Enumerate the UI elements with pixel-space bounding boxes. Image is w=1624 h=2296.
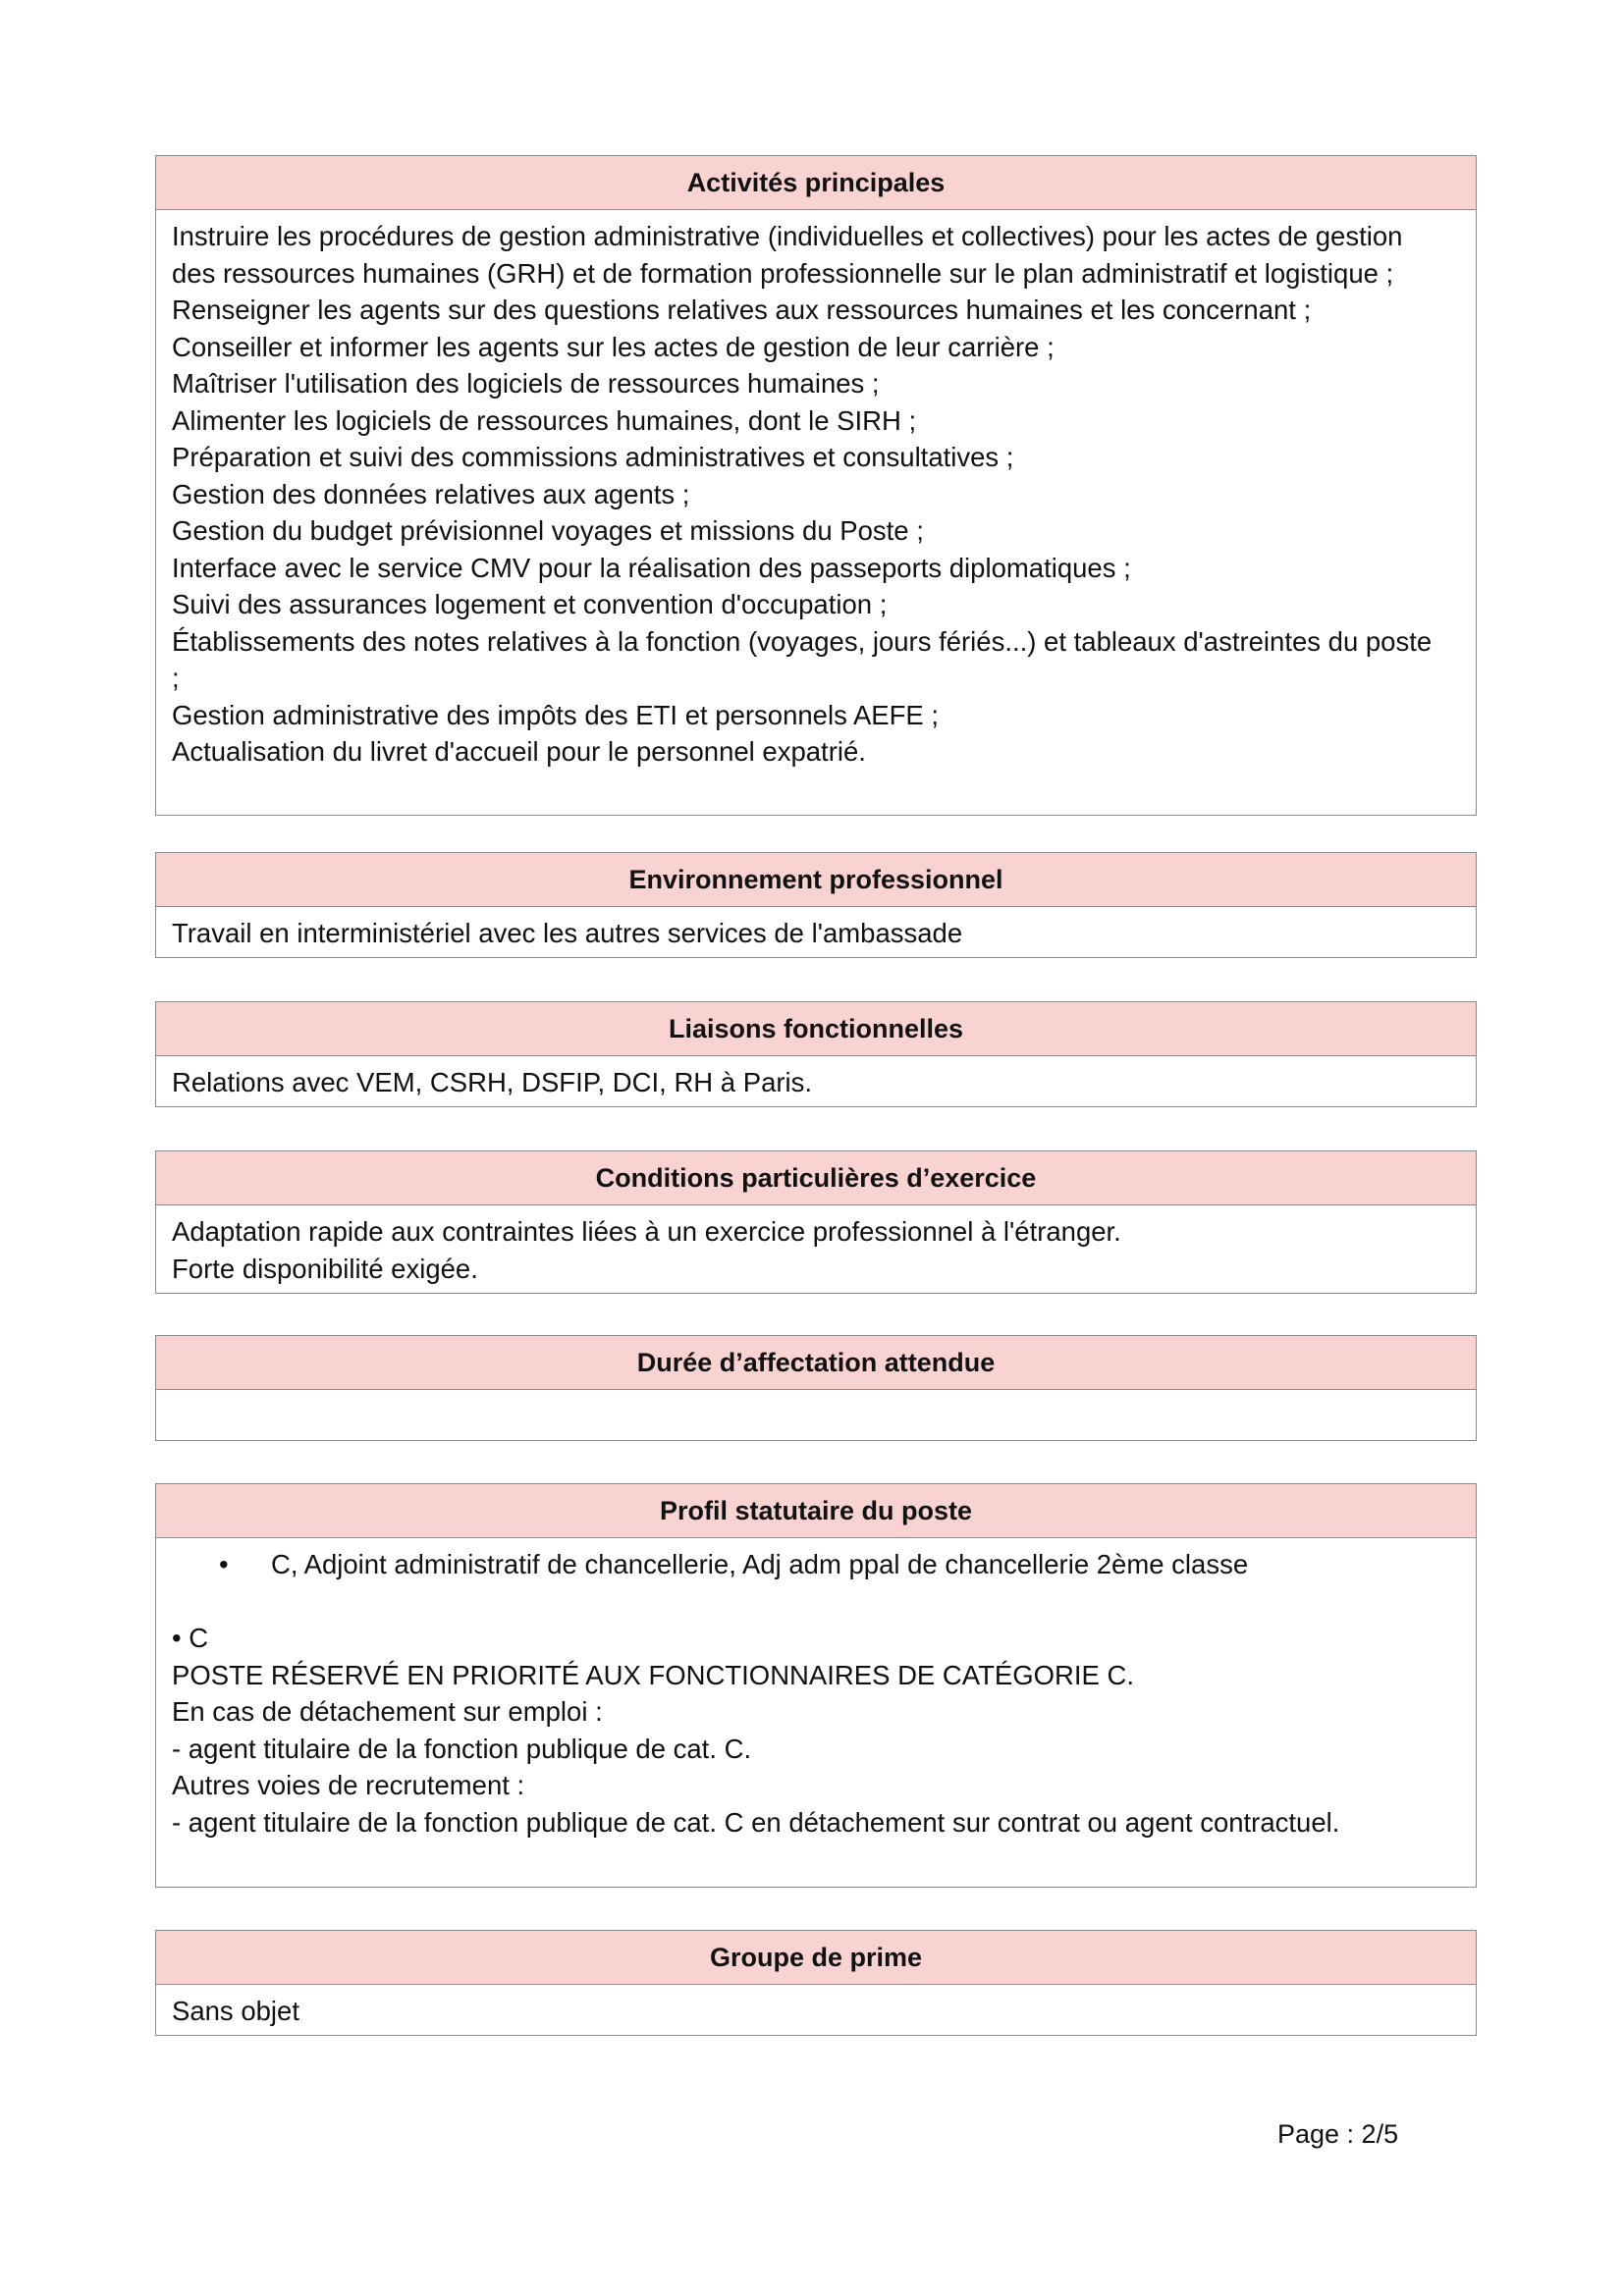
section-groupe-de-prime — [155, 1930, 1477, 2036]
section-body — [156, 1538, 1476, 1841]
section-body — [156, 907, 1476, 952]
text-line: - agent titulaire de la fonction publique de cat. C en détachement sur contrat ou agent contractuel. — [172, 1806, 1340, 1838]
text-line: Autres voies de recrutement : — [172, 1770, 525, 1800]
bullet-item — [172, 1546, 1460, 1583]
section-liaisons-fonctionnelles — [155, 1001, 1477, 1107]
text-line: Suivi des assurances logement et convention d'occupation ; — [172, 589, 888, 619]
page-number: Page : 2/5 — [1277, 2119, 1399, 2149]
section-conditions-particulieres — [155, 1150, 1477, 1294]
text-line: Travail en interministériel avec les autres services de l'ambassade — [172, 918, 963, 948]
text-line: Forte disponibilité exigée. — [172, 1253, 478, 1284]
section-duree-affectation — [155, 1335, 1477, 1441]
text-line: Adaptation rapide aux contraintes liées à un exercice professionnel à l'étranger. — [172, 1216, 1121, 1247]
section-title: Liaisons fonctionnelles — [156, 1002, 1476, 1056]
text-line: En cas de détachement sur emploi : — [172, 1696, 603, 1727]
section-title: Conditions particulières d’exercice — [156, 1151, 1476, 1205]
text-line: Gestion des données relatives aux agents ; — [172, 478, 690, 509]
section-body — [156, 1056, 1476, 1101]
text-line: des ressources humaines (GRH) et de formation professionnelle sur le plan administratif et logistique ; — [172, 257, 1394, 289]
section-environnement-professionnel — [155, 852, 1477, 958]
bullet-dot: • — [219, 1549, 229, 1579]
text-line: Gestion administrative des impôts des ETI et personnels AEFE ; — [172, 699, 940, 730]
blank-line — [172, 1583, 1460, 1621]
section-title: Environnement professionnel — [156, 853, 1476, 907]
section-activites-principales — [155, 155, 1477, 816]
section-profil-statutaire — [155, 1483, 1477, 1888]
text-line: Maîtriser l'utilisation des logiciels de ressources humaines ; — [172, 368, 880, 399]
section-body — [156, 1985, 1476, 2030]
text-line: Relations avec VEM, CSRH, DSFIP, DCI, RH à Paris. — [172, 1067, 813, 1097]
text-line: Renseigner les agents sur des questions relatives aux ressources humaines et les concernant ; — [172, 294, 1312, 325]
text-line: Conseiller et informer les agents sur les actes de gestion de leur carrière ; — [172, 331, 1055, 362]
section-title: Groupe de prime — [156, 1931, 1476, 1985]
section-body — [156, 210, 1476, 771]
section-title: Activités principales — [156, 156, 1476, 210]
section-body-empty — [156, 1390, 1476, 1398]
text-line: Actualisation du livret d'accueil pour le personnel expatrié. — [172, 736, 866, 767]
text-line: Interface avec le service CMV pour la réalisation des passeports diplomatiques ; — [172, 552, 1131, 583]
text-line: Sans objet — [172, 1996, 299, 2026]
text-line: Préparation et suivi des commissions administratives et consultatives ; — [172, 442, 1014, 472]
text-line: • C — [172, 1623, 209, 1653]
text-line: Alimenter les logiciels de ressources humaines, dont le SIRH ; — [172, 404, 917, 436]
text-line: Gestion du budget prévisionnel voyages et missions du Poste ; — [172, 515, 924, 546]
text-line: Instruire les procédures de gestion administrative (individuelles et collectives) pour les actes de gestion — [172, 221, 1403, 251]
bullet-text: C, Adjoint administratif de chancellerie, Adj adm ppal de chancellerie 2ème classe — [271, 1549, 1249, 1579]
section-body — [156, 1205, 1476, 1287]
text-line: Établissements des notes relatives à la fonction (voyages, jours fériés...) et tableaux d'astreintes du poste — [172, 625, 1433, 657]
text-line: ; — [172, 663, 180, 693]
text-line: POSTE RÉSERVÉ EN PRIORITÉ AUX FONCTIONNAIRES DE CATÉGORIE C. — [172, 1659, 1134, 1690]
section-title: Durée d’affectation attendue — [156, 1336, 1476, 1390]
section-title: Profil statutaire du poste — [156, 1484, 1476, 1538]
text-line: - agent titulaire de la fonction publique de cat. C. — [172, 1733, 752, 1764]
